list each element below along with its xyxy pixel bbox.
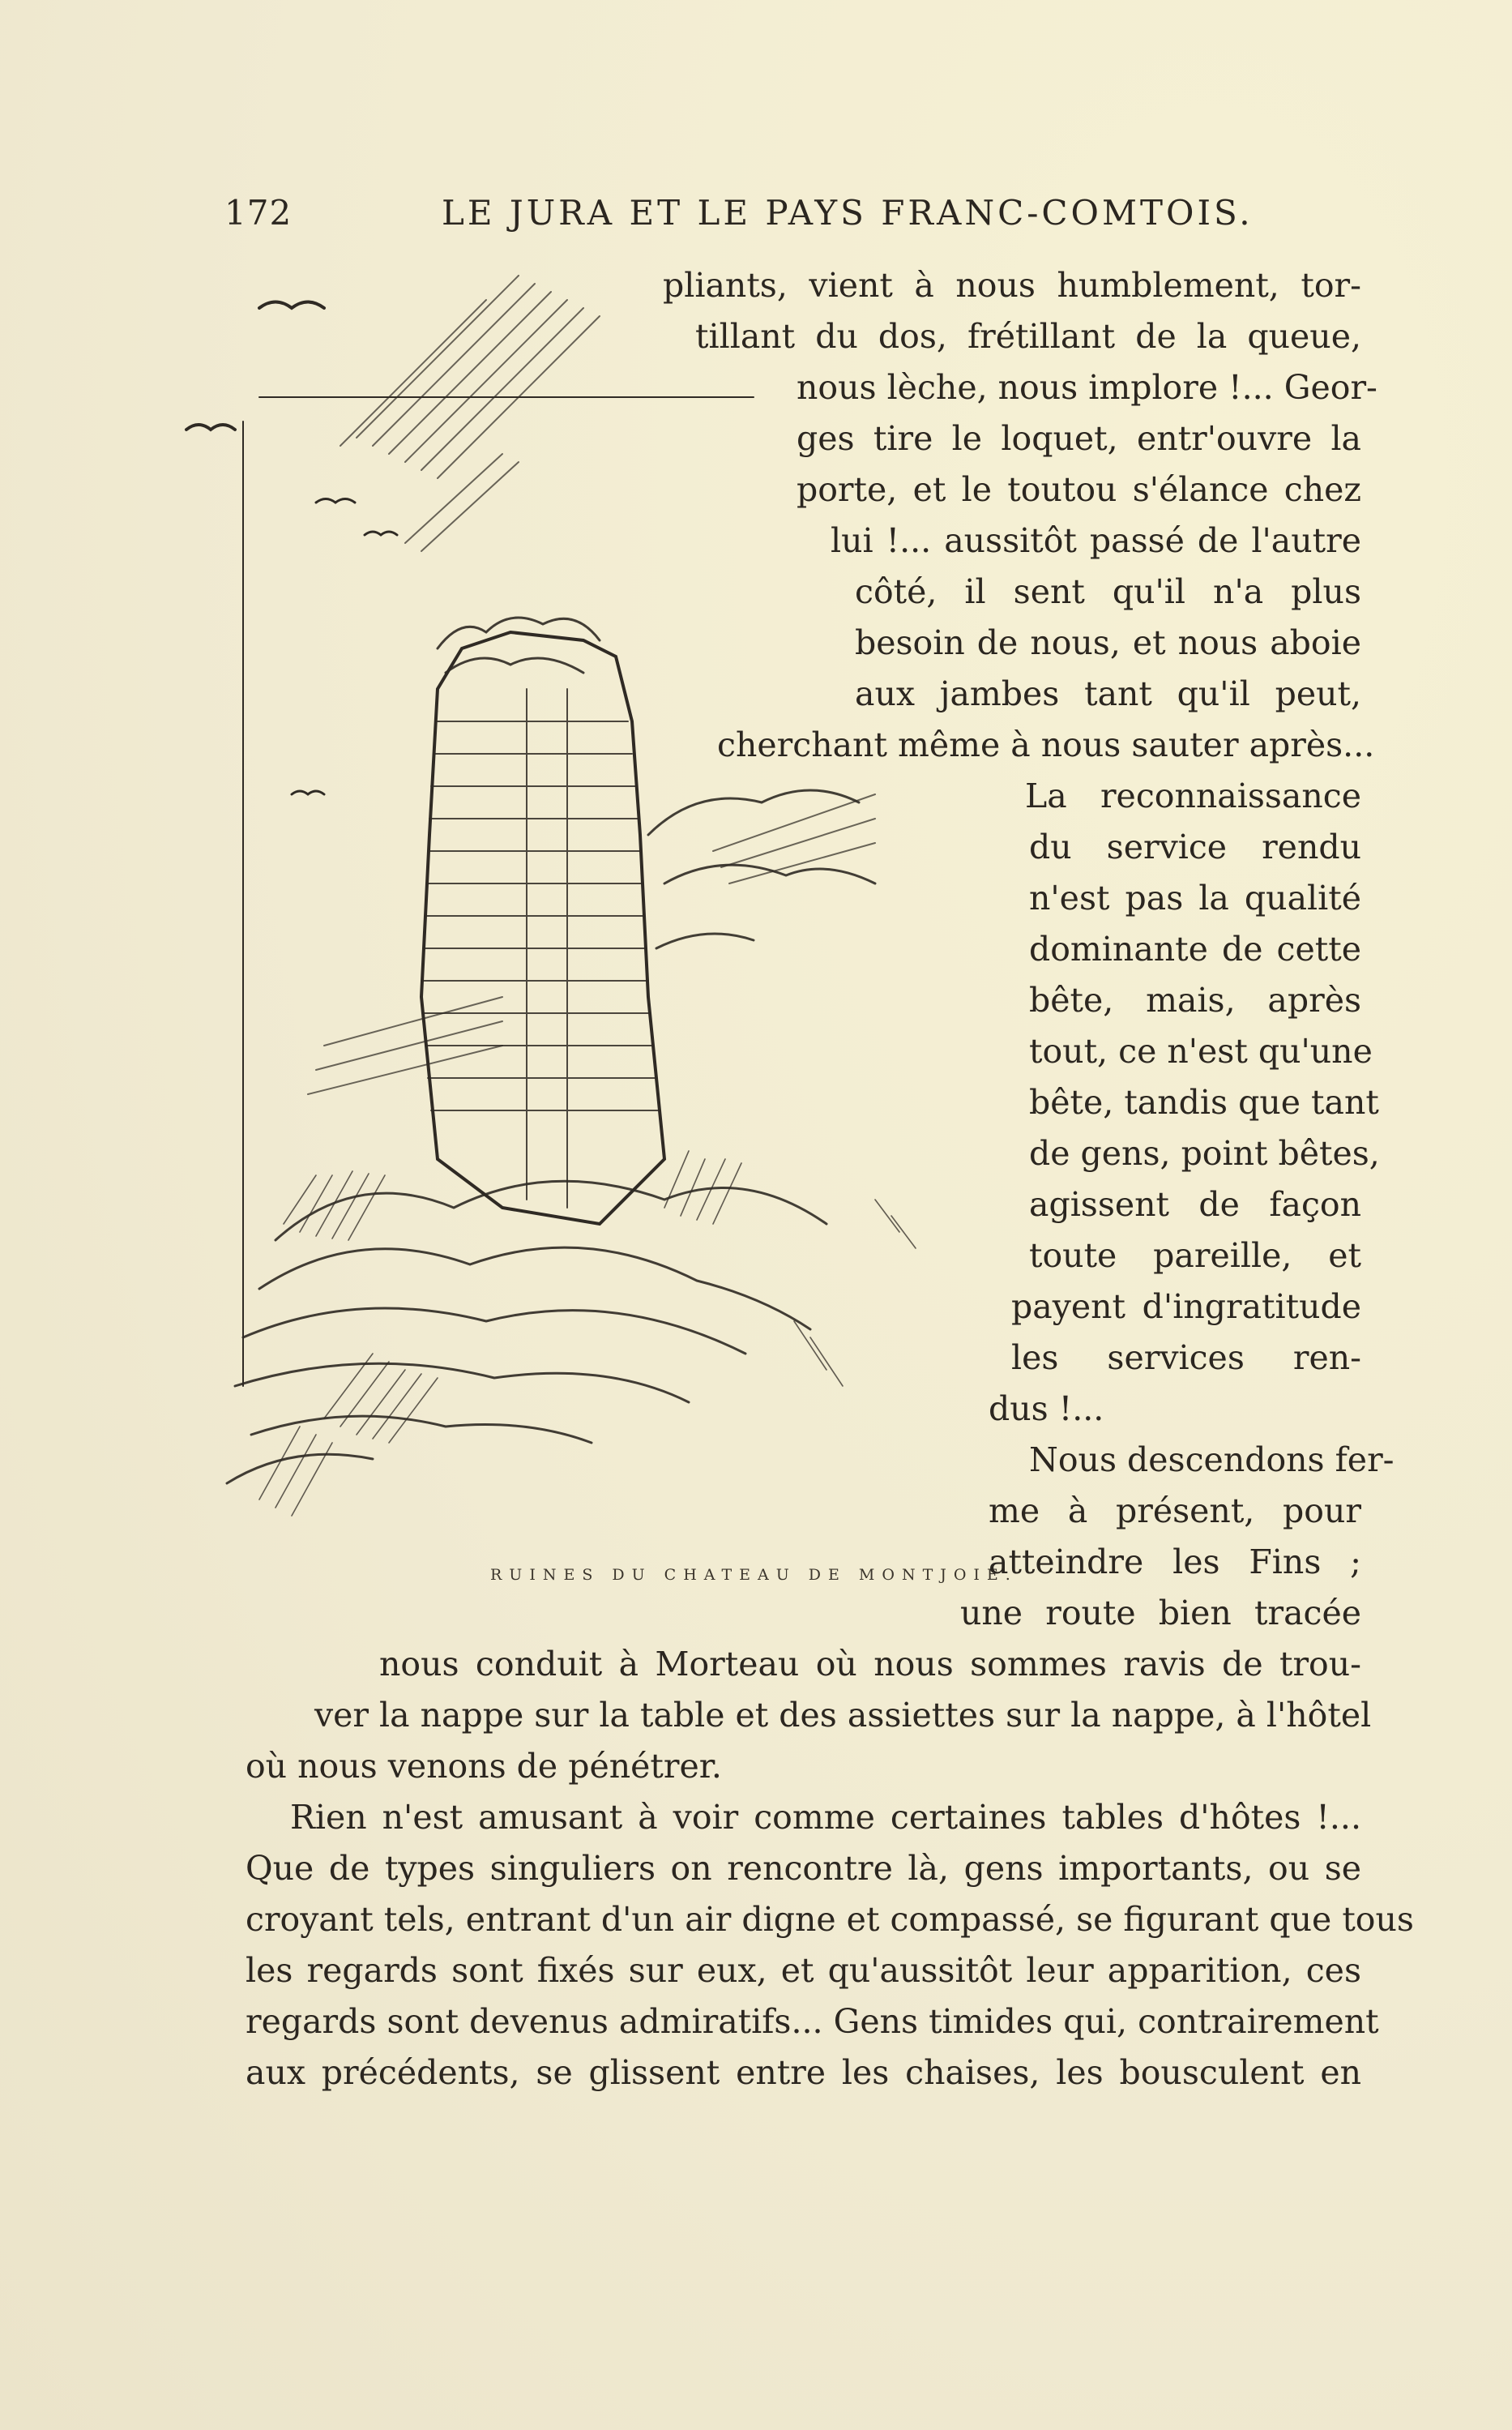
text-line: tillant du dos, frétillant de la queue, (695, 317, 1361, 356)
text-line: besoin de nous, et nous aboie (855, 623, 1361, 662)
text-line: cherchant même à nous sauter après... (717, 725, 1375, 764)
text-line: porte, et le toutou s'élance chez (797, 470, 1361, 509)
text-line: aux jambes tant qu'il peut, (855, 674, 1361, 713)
page-number: 172 (224, 193, 293, 233)
text-line: payent d'ingratitude (1011, 1287, 1361, 1326)
text-line: Rien n'est amusant à voir comme certaines tables d'hôtes !... (290, 1798, 1361, 1837)
text-line: nous lèche, nous implore !... Geor- (797, 368, 1377, 407)
text-line: La reconnaissance (1025, 776, 1361, 815)
text-line: agissent de façon (1029, 1185, 1361, 1224)
text-line: pliants, vient à nous humblement, tor- (663, 266, 1361, 305)
page-header (0, 193, 1512, 242)
text-line: atteindre les Fins ; (989, 1542, 1361, 1581)
text-line: nous conduit à Morteau où nous sommes ravis de trou- (379, 1645, 1361, 1683)
figure-caption: RUINES DU CHATEAU DE MONTJOIE. (490, 1566, 1018, 1584)
text-line: bête, tandis que tant (1029, 1083, 1379, 1122)
text-line: croyant tels, entrant d'un air digne et compassé, se figurant que tous (246, 1900, 1414, 1939)
text-line: où nous venons de pénétrer. (246, 1747, 722, 1786)
text-line: dus !... (989, 1389, 1104, 1428)
text-line: les regards sont fixés sur eux, et qu'aussitôt leur apparition, ces (246, 1951, 1361, 1990)
text-line: bête, mais, après (1029, 981, 1361, 1020)
text-line: côté, il sent qu'il n'a plus (855, 572, 1361, 611)
text-line: Que de types singuliers on rencontre là, gens importants, ou se (246, 1849, 1361, 1888)
text-line: une route bien tracée (960, 1594, 1361, 1632)
text-line: ges tire le loquet, entr'ouvre la (797, 419, 1361, 458)
text-line: aux précédents, se glissent entre les chaises, les bousculent en (246, 2053, 1361, 2092)
text-line: regards sont devenus admiratifs... Gens timides qui, contrairement (246, 2002, 1379, 2041)
text-line: lui !... aussitôt passé de l'autre (831, 521, 1361, 560)
text-line: de gens, point bêtes, (1029, 1134, 1380, 1173)
text-line: n'est pas la qualité (1029, 879, 1361, 918)
text-line: me à présent, pour (989, 1491, 1361, 1530)
text-line: Nous descendons fer- (1029, 1440, 1395, 1479)
text-line: du service rendu (1029, 828, 1361, 866)
text-line: dominante de cette (1029, 930, 1361, 969)
text-line: les services ren- (1011, 1338, 1361, 1377)
text-line: tout, ce n'est qu'une (1029, 1032, 1373, 1071)
text-line: toute pareille, et (1029, 1236, 1361, 1275)
running-title: LE JURA ET LE PAYS FRANC-COMTOIS. (442, 193, 1254, 233)
text-line: ver la nappe sur la table et des assiettes sur la nappe, à l'hôtel (314, 1696, 1372, 1735)
